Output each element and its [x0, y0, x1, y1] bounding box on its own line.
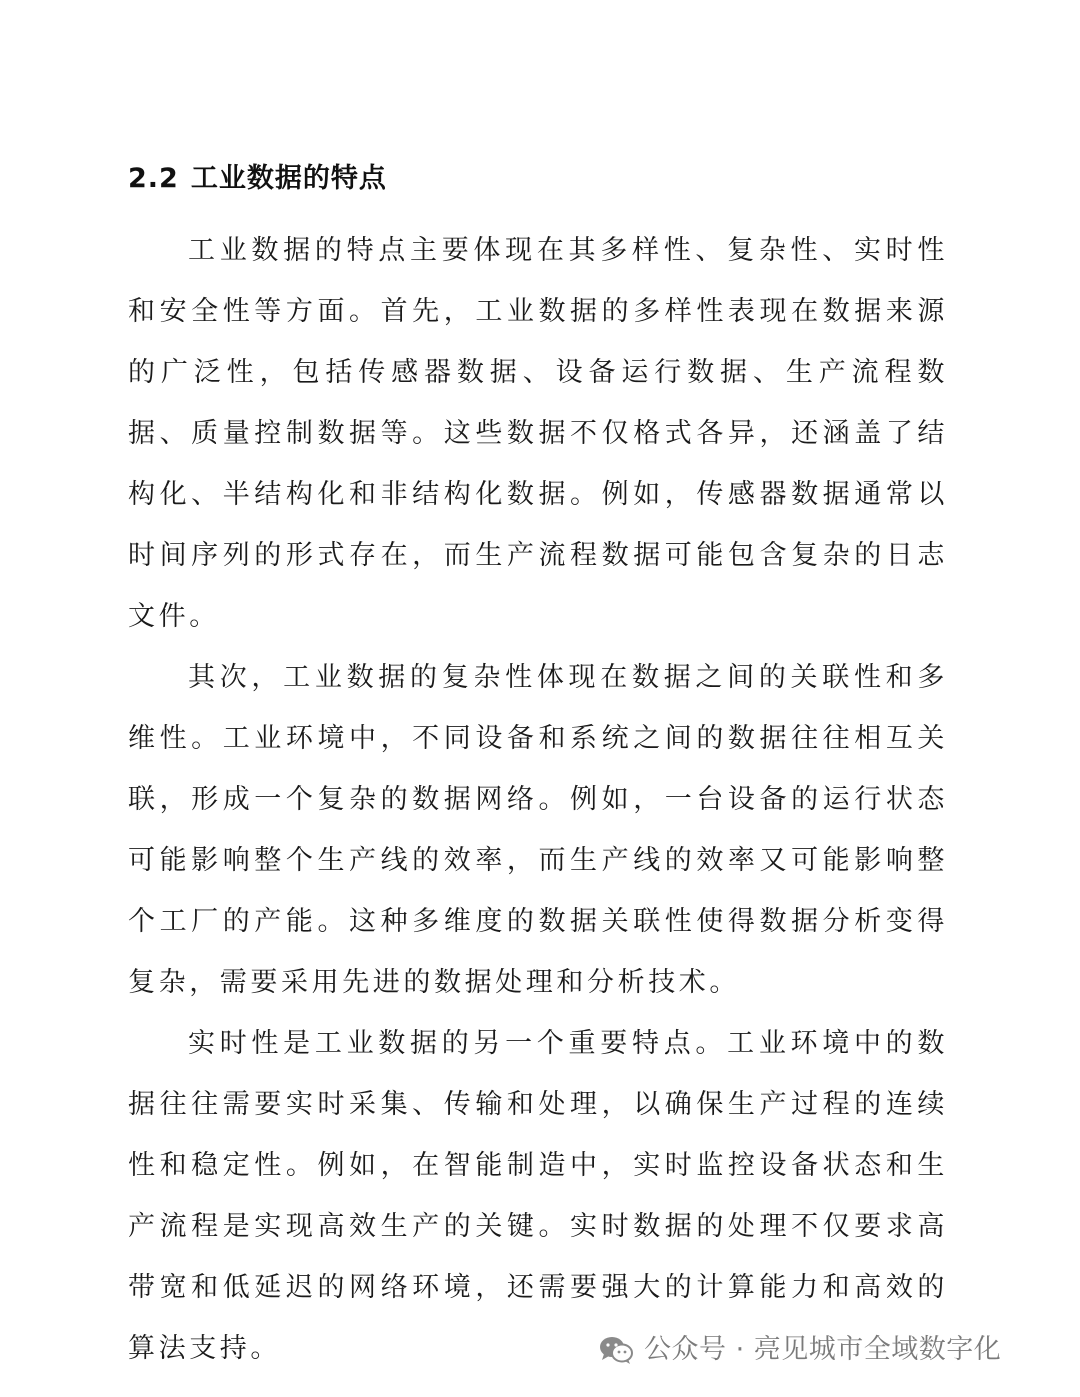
- section-number: 2.2: [128, 163, 179, 194]
- paragraph-diversity: 工业数据的特点主要体现在其多样性、复杂性、实时性和安全性等方面。首先，工业数据的多样性表现在数据来源的广泛性，包括传感器数据、设备运行数据、生产流程数据、质量控制数据等。这些数据不仅格式各异，还涵盖了结构化、半结构化和非结构化数据。例如，传感器数据通常以时间序列的形式存在，而生产流程数据可能包含复杂的日志文件。: [128, 235, 948, 632]
- paragraph-realtime: 实时性是工业数据的另一个重要特点。工业环境中的数据往往需要实时采集、传输和处理，以确保生产过程的连续性和稳定性。例如，在智能制造中，实时监控设备状态和生产流程是实现高效生产的关键。实时数据的处理不仅要求高带宽和低延迟的网络环境，还需要强大的计算能力和高效的算法支持。: [128, 1028, 948, 1364]
- section-title: 工业数据的特点: [190, 163, 387, 194]
- wechat-icon: [598, 1335, 634, 1365]
- document-body: [128, 220, 948, 1379]
- section-heading: [128, 157, 387, 201]
- paragraph-complexity: 其次，工业数据的复杂性体现在数据之间的关联性和多维性。工业环境中，不同设备和系统之间的数据往往相互关联，形成一个复杂的数据网络。例如，一台设备的运行状态可能影响整个生产线的效率，而生产线的效率又可能影响整个工厂的产能。这种多维度的数据关联性使得数据分析变得复杂，需要采用先进的数据处理和分析技术。: [128, 662, 948, 998]
- watermark: [598, 1332, 1001, 1368]
- watermark-text: 公众号 · 亮见城市全域数字化: [644, 1334, 1002, 1365]
